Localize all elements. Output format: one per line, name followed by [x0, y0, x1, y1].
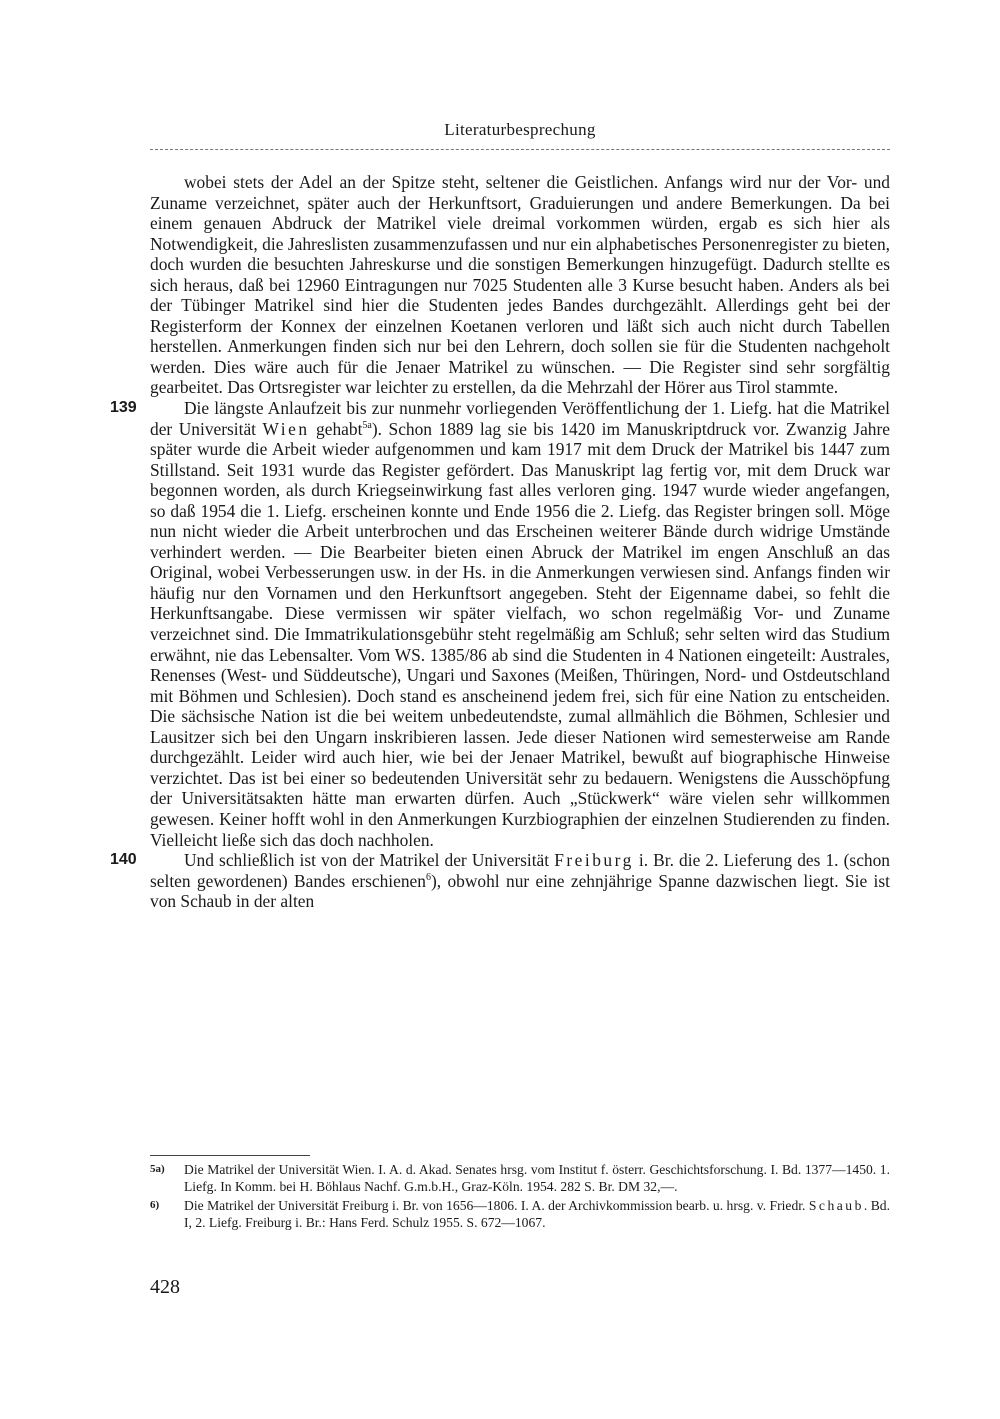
- text-run: Und schließlich ist von der Matrikel der Universität: [184, 850, 555, 871]
- text-run: i. Br. die 2. Lieferung des 1. (schon selten gewordenen) Bandes erschienen: [150, 850, 890, 891]
- text-run: ), obwohl nur eine zehnjährige Spanne dazwischen liegt. Sie ist von Schaub in der alten: [150, 870, 890, 912]
- header-rule: [150, 149, 890, 150]
- text-run: ). Schon 1889 lag sie bis 1420 im Manuskriptdruck vor. Zwanzig Jahre später wurde die Arbeit wieder aufgenommen und kam 1917 mit dem Druck der Matrikel bis 1447 zum Stillstand. Seit 1931 wurde das Register gefördert. Das Manuskript lag fertig vor, mit dem Druck war begonnen worden, als durch Kriegseinwirkung fast alles verloren ging. 1947 wurde wieder angefangen, so daß 1954 die 1. Liefg. erscheinen konnte und Ende 1956 die 2. Liefg. das Register bringen soll. Möge nun nicht wieder die Arbeit unterbrochen und das Erscheinen weiterer Bände durch widrige Umstände verhindert werden. — Die Bearbeiter bieten einen Abruck der Matrikel im engen Anschluß an das Original, wobei Verbesserungen usw. in der Hs. in die Anmerkungen verwiesen sind. Anfangs finden wir häufig nur den Vornamen und den Herkunftsort angegeben. Steht der Eigenname dabei, so fehlt die Herkunftsangabe. Diese vermissen wir später vielfach, wo schon regelmäßig Vor- und Zuname verzeichnet sind. Die Immatrikulationsgebühr steht regelmäßig am Schluß; sehr selten wird das Studium erwähnt, nie das Lebensalter. Vom WS. 1385/86 ab sind die Studenten in 4 Nationen eingeteilt: Australes, Renenses (West- und Süddeutsche), Ungari und Saxones (Meißen, Thüringen, Nord- und Ostdeutschland mit Böhmen und Schlesien). Doch stand es anscheinend jedem frei, sich für eine Nation zu entscheiden. Die sächsische Nation ist die bei weitem unbedeutendste, zumal allmählich die Böhmen, Schlesier und Lausitzer sich bei den Ungarn inskribieren lassen. Jede dieser Nationen wird semesterweise am Rande durchgezählt. Leider wird auch hier, wie bei der Jenaer Matrikel, bewußt auf biographische Hinweise verzichtet. Das ist bei einer so bedeutenden Universität sehr zu bedauern. Wenigstens die Ausschöpfung der Universitätsakten hätte man erwarten dürfen. Auch „Stückwerk“ wäre vielen sehr willkommen gewesen. Keiner hofft wohl in den Anmerkungen Kurzbiographien der einzelnen Studierenden zu finden. Vielleicht ließe sich das doch nachholen.: [150, 418, 890, 850]
- spaced-name: Freiburg: [554, 850, 634, 871]
- text-run: Die längste Anlaufzeit bis zur nunmehr vorliegenden Veröffentlichung der 1. Liefg. hat die Matrikel der Universität: [150, 398, 890, 439]
- margin-number: 139: [110, 399, 137, 417]
- text-run: wobei stets der Adel an der Spitze steht, seltener die Geistlichen. Anfangs wird nur der Vor- und Zuname verzeichnet, später auch der Herkunftsort, Graduierungen und andere Bemerkungen. Da bei einem genauen Abdruck der Matrikel viele dreimal vorkommen würden, ergab es sich hier als Notwendigkeit, die Jahreslisten zusammenzufassen und nur ein alphabetisches Personenregister zu bieten, doch wurden die besuchten Jahreskurse und die sonstigen Bemerkungen hinzugefügt. Dadurch stellte es sich heraus, daß bei 12960 Eintragungen nur 7025 Studenten alle 3 Kurse besucht haben. Anders als bei der Tübinger Matrikel sind hier die Studenten jedes Bandes durchgezählt. Allerdings geht bei der Registerform der Konnex der einzelnen Koetanen verloren und läßt sich auch nicht durch Tabellen herstellen. Anmerkungen finden sich nur bei den Lehrern, doch sollen sie für die Studenten nachgeholt werden. Dies wäre auch für die Jenaer Matrikel zu wünschen. — Die Register sind sehr sorgfältig gearbeitet. Das Ortsregister war leichter zu erstellen, da die Mehrzahl der Hörer aus Tirol stammte.: [150, 172, 890, 398]
- text-run: Die Matrikel der Universität Wien. I. A. d. Akad. Senates hrsg. vom Institut f. österr. Geschichtsforschung. I. Bd. 1377—1450. 1. Liefg. In Komm. bei H. Böhlaus Nachf. G.m.b.H., Graz-Köln. 1954. 282 S. Br. DM 32,—.: [184, 1162, 890, 1195]
- footnote-rule: [150, 1155, 310, 1156]
- paragraph-140: [110, 850, 890, 912]
- footnote-marker: 6): [150, 1198, 160, 1211]
- footnote: [150, 1161, 890, 1196]
- text-run: . Bd. I, 2. Liefg. Freiburg i. Br.: Hans Ferd. Schulz 1955. S. 672—1067.: [184, 1197, 890, 1230]
- footnotes: [150, 1161, 890, 1232]
- page-number: 428: [150, 1276, 180, 1298]
- spaced-name: Schaub: [808, 1197, 864, 1213]
- paragraph-continued: [150, 172, 890, 398]
- margin-number: 140: [110, 851, 137, 869]
- footnote-reference: 5a: [362, 419, 372, 431]
- footnote: [150, 1197, 890, 1232]
- spaced-name: Wien: [262, 418, 310, 439]
- paragraph-139: [110, 398, 890, 850]
- running-header: Literaturbesprechung: [444, 120, 596, 139]
- footnote-marker: 5a): [150, 1163, 165, 1175]
- footnote-reference: 6: [425, 871, 431, 883]
- text-run: gehabt: [309, 418, 363, 439]
- text-run: Die Matrikel der Universität Freiburg i. Br. von 1656—1806. I. A. der Archivkommission bearb. u. hrsg. v. Friedr.: [184, 1197, 809, 1213]
- body-text: [110, 172, 890, 912]
